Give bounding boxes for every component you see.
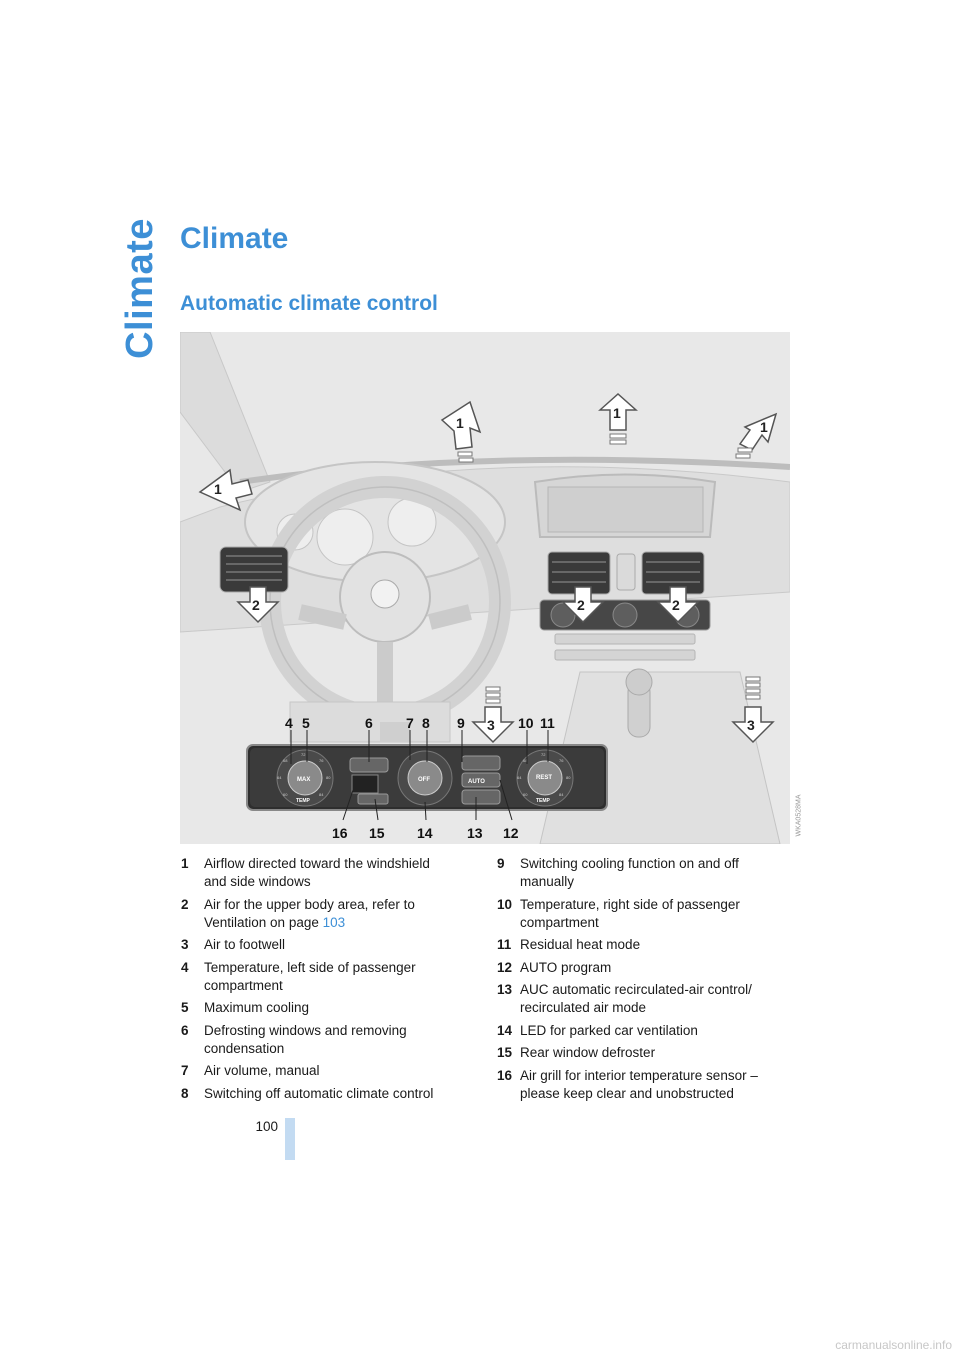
legend-number: 11	[497, 937, 512, 952]
rest-label: REST	[536, 775, 553, 781]
legend-text: Temperature, right side of passenger compartment	[520, 896, 740, 930]
legend-text: AUTO program	[520, 959, 612, 975]
figure-code	[793, 790, 805, 840]
scale-right-80: 80	[566, 775, 571, 780]
callout-10: 10	[518, 715, 534, 731]
max-label: MAX	[297, 777, 311, 783]
scale-left-60: 60	[283, 792, 288, 797]
legend-item	[181, 936, 451, 954]
legend-number: 8	[181, 1085, 189, 1101]
legend-item	[181, 1062, 451, 1080]
legend-text: AUC automatic recirculated-air control/ recirculated air mode	[520, 982, 752, 1015]
scale-right-60: 60	[523, 792, 528, 797]
callout-2a: 2	[252, 597, 260, 613]
legend-item	[497, 959, 787, 977]
scale-left-80: 80	[326, 775, 331, 780]
scale-left-84: 84	[319, 792, 324, 797]
legend-text: Air to footwell	[204, 937, 286, 952]
legend-text-with-link	[204, 896, 451, 932]
legend-item	[497, 936, 787, 954]
legend-number: 1	[181, 856, 189, 871]
callout-5: 5	[302, 715, 310, 731]
callout-15: 15	[369, 825, 385, 841]
legend-number: 3	[181, 937, 189, 952]
legend-item	[181, 1022, 451, 1058]
page-reference-link[interactable]: 103	[322, 914, 346, 930]
callout-16: 16	[332, 825, 348, 841]
callout-1b: 1	[613, 405, 621, 421]
legend-number: 7	[181, 1063, 189, 1078]
legend-item	[181, 959, 451, 995]
callout-12: 12	[503, 825, 519, 841]
legend-number: 14	[497, 1022, 513, 1038]
legend-number: 15	[497, 1045, 513, 1060]
legend-right-column	[497, 855, 787, 1107]
callout-3b: 3	[747, 717, 755, 733]
legend-number: 6	[181, 1022, 189, 1038]
auto-label: AUTO	[468, 779, 485, 785]
legend-left-column	[181, 855, 451, 1107]
side-chapter-label: Climate	[118, 217, 161, 359]
legend-item	[497, 855, 787, 891]
callout-7: 7	[406, 715, 414, 731]
callout-9: 9	[457, 715, 465, 731]
callout-4: 4	[285, 715, 293, 731]
temp-label-right: TEMP	[536, 798, 550, 804]
figure-code-text: WKA0528MA	[795, 793, 803, 837]
callout-2b: 2	[577, 597, 585, 613]
callout-11: 11	[540, 715, 555, 731]
legend-item	[497, 1067, 787, 1103]
legend-item	[181, 896, 451, 932]
legend-item	[497, 1022, 787, 1040]
scale-right-68: 68	[523, 758, 528, 763]
legend-text: LED for parked car ventilation	[520, 1022, 698, 1038]
climate-control-illustration	[180, 332, 790, 844]
callout-1a: 1	[456, 415, 464, 431]
legend-number: 4	[181, 959, 189, 975]
callout-1c: 1	[760, 419, 768, 435]
callout-6: 6	[365, 715, 373, 731]
scale-right-84: 84	[559, 792, 564, 797]
legend-number: 16	[497, 1067, 513, 1083]
off-label: OFF	[418, 777, 430, 783]
legend-item	[497, 1044, 787, 1062]
section-title: Automatic climate control	[180, 292, 438, 315]
legend-text: Residual heat mode	[520, 937, 641, 952]
scale-left-64: 64	[277, 775, 282, 780]
page-number: 100	[255, 1119, 278, 1134]
legend-text: Temperature, left side of passenger compartment	[204, 959, 416, 993]
callout-8: 8	[422, 715, 430, 731]
legend-number: 5	[181, 1000, 189, 1015]
legend-number: 12	[497, 959, 513, 975]
legend-number: 13	[497, 982, 513, 997]
callout-14: 14	[417, 825, 433, 841]
legend-text: Defrosting windows and removing condensation	[204, 1022, 407, 1056]
legend-number: 10	[497, 896, 513, 912]
legend-text: Rear window defroster	[520, 1045, 656, 1060]
legend-item	[497, 896, 787, 932]
legend-text: Air grill for interior temperature sensor – please keep clear and unobstructed	[520, 1067, 758, 1101]
scale-right-64: 64	[517, 775, 522, 780]
scale-left-72: 72	[301, 752, 306, 757]
page-marker-bar	[285, 1118, 295, 1160]
page-title: Climate	[180, 222, 289, 255]
legend-text: Switching off automatic climate control	[204, 1085, 434, 1101]
watermark: carmanualsonline.info	[835, 1338, 952, 1352]
legend-text: Maximum cooling	[204, 1000, 310, 1015]
legend-text: Airflow directed toward the windshield and side windows	[204, 856, 430, 889]
callout-1d: 1	[214, 481, 222, 497]
scale-left-76: 76	[319, 758, 324, 763]
legend-item	[497, 981, 787, 1017]
side-chapter-tab	[118, 217, 162, 359]
legend-text: Air for the upper body area, refer to Ventilation on page	[204, 896, 415, 930]
legend-item	[181, 1085, 451, 1103]
temp-label-left: TEMP	[296, 798, 310, 804]
scale-right-72: 72	[541, 752, 546, 757]
legend-number: 2	[181, 896, 189, 912]
legend-text: Switching cooling function on and off manually	[520, 856, 739, 889]
scale-right-76: 76	[559, 758, 564, 763]
callout-2c: 2	[672, 597, 680, 613]
callout-13: 13	[467, 825, 483, 841]
legend-number: 9	[497, 856, 505, 871]
legend-item	[181, 999, 451, 1017]
legend-text: Air volume, manual	[204, 1063, 320, 1078]
callout-3a: 3	[487, 717, 495, 733]
dashboard-drawing	[180, 332, 790, 844]
scale-left-68: 68	[283, 758, 288, 763]
legend-item	[181, 855, 451, 891]
